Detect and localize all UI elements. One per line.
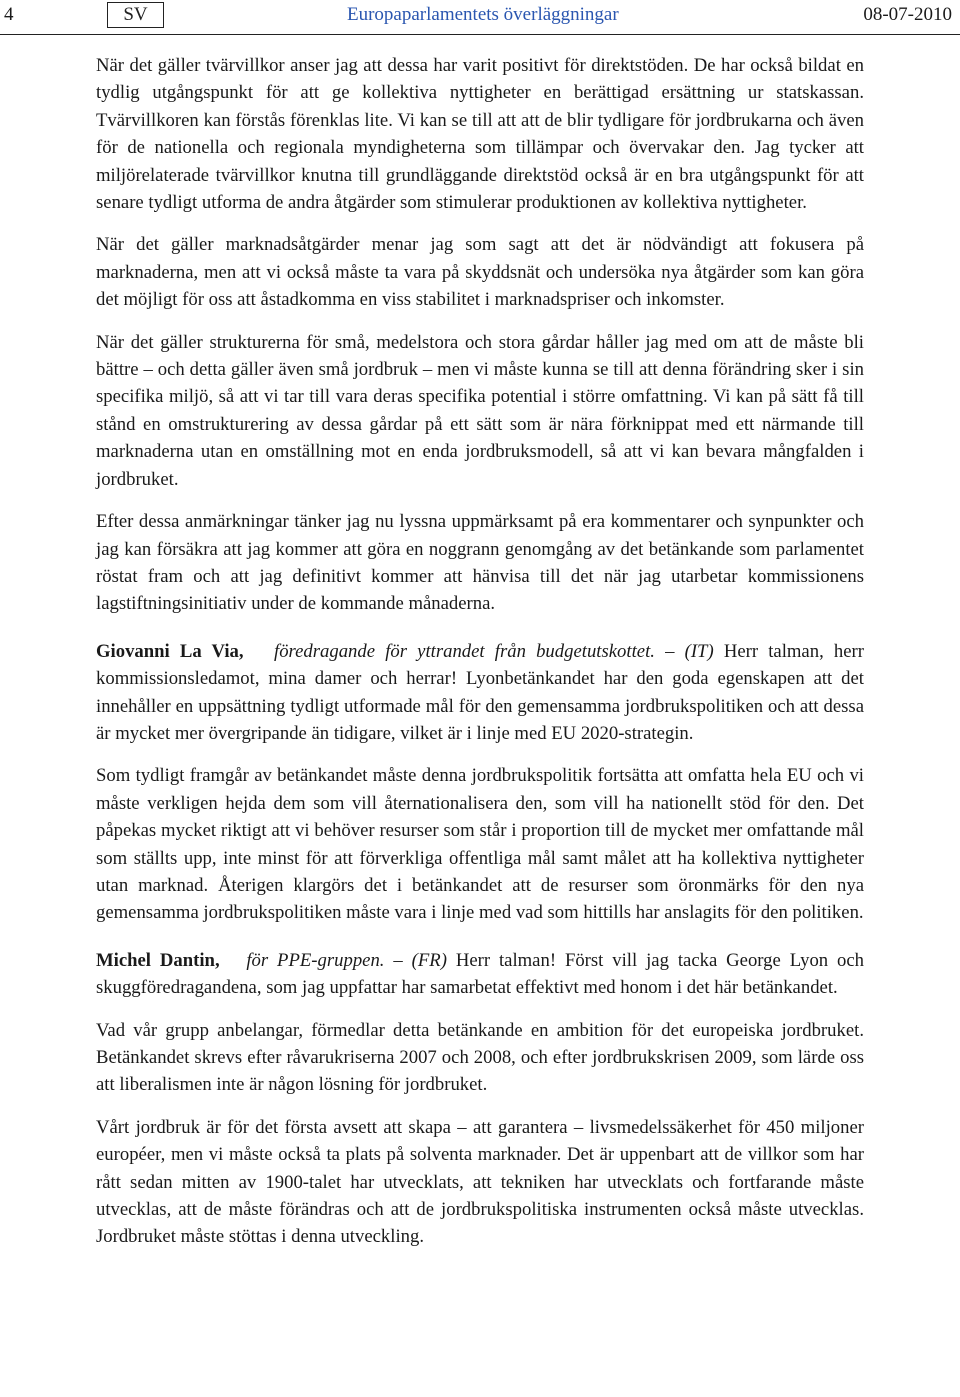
paragraph: Vad vår grupp anbelangar, förmedlar detta betänkande en ambition för det europeiska jordbruket. Betänkandet skrevs efter råvarukriserna 2007 och 2008, och efter jordbrukskrisen 2009, som lärde oss att liberalismen inte är någon lösning för jordbruket. [96,1019,864,1096]
document-date: 08-07-2010 [863,4,952,25]
document-title: Europaparlamentets överläggningar [347,4,619,25]
page-content [96,52,864,1266]
page-header [0,0,960,35]
speech-opening [96,947,864,1002]
paragraph: Vårt jordbruk är för det första avsett att skapa – att garantera – livsmedelssäkerhet för 450 miljoner européer, men vi måste också ta plats på solventa marknader. Det är uppenbart att de villkor som har rått sedan mitten av 1900-talet har utvecklats, att tekniken har utvecklats och fortfarande måste utvecklas, att de måste förändras och att de jordbrukspolitiska instrumenten också måste utvecklas. Jordbruket måste stöttas i denna utveckling. [96,1116,864,1248]
speech-opening [96,638,864,748]
speaker-role: föredragande för yttrandet från budgetutskottet. [274,640,655,662]
speech-dash: – [665,640,675,662]
speech-text: Herr talman! Först vill jag tacka George Lyon och skuggföredragandena, som jag uppfattar har samarbetat effektivt med honom i det här betänkandet. [96,949,865,999]
speaker-role: för PPE-gruppen. [246,949,385,971]
paragraph: Som tydligt framgår av betänkandet måste denna jordbrukspolitik fortsätta att omfatta hela EU och vi måste verkligen hejda dem som vill åternationalisera den, som vill ha nationellt stöd för den. Det påpekas mycket riktigt att vi behöver resurser som står i proportion till de mycket mer omfattande mål som ställts upp, inte minst för att förverkliga offentliga mål samt målet att ha kollektiva nyttigheter utan marknad. Återigen klargörs det i betänkandet att de resurser som öronmärks för den nya gemensamma jordbrukspolitiken måste vara i linje med vad som hittills har anslagits för den politiken. [96,765,864,924]
speaker-name: Michel Dantin, [96,949,220,971]
speech-text: Herr talman, herr kommissionsledamot, mina damer och herrar! Lyonbetänkandet har den goda egenskapen att det innehåller en uppsättning tydligt utformade mål för den gemensamma jordbrukspolitiken och att dessa är mycket mer övergripande än tidigare, vilket är i linje med EU 2020-strategin. [96,640,864,744]
speech-dash: – [393,949,403,971]
paragraph: Efter dessa anmärkningar tänker jag nu lyssna uppmärksamt på era kommentarer och synpunkter och jag kan försäkra att jag kommer att göra en noggrann genomgång av det betänkande som parlamentet röstat fram och att jag definitivt kommer att hänvisa till det när jag utarbetar kommissionens lagstiftningsinitiativ under de kommande månaderna. [96,511,864,615]
language-badge: SV [107,2,164,28]
paragraph: När det gäller marknadsåtgärder menar jag som sagt att det är nödvändigt att fokusera på marknaderna, men att vi också måste ta vara på skyddsnät och undersöka nya åtgärder som kan göra det möjligt för oss att åstadkomma en viss stabilitet i marknadspriser och inkomster. [96,234,864,311]
paragraph: När det gäller strukturerna för små, medelstora och stora gårdar håller jag med om att de måste bli bättre – och detta gäller även små jordbruk – men vi måste kunna se till att denna förändring sker i sin specifika miljö, så att vi tar till vara deras specifika potential i större omfattning. Vi kan på sätt få till stånd en omstrukturering av dessa gårdar på ett sätt som är nära förknippat med ett närmande till marknaderna utan en omställning mot en enda jordbruksmodell, så att vi kan bevara mångfalden i jordbruket. [96,331,864,490]
speaker-name: Giovanni La Via, [96,640,244,662]
speech-language: (FR) [411,949,447,971]
speech-language: (IT) [684,640,714,662]
paragraph: När det gäller tvärvillkor anser jag att dessa har varit positivt för direktstöden. De har också bildat en tydlig utgångspunkt för att ge kollektiva nyttigheter en berättigad ersättning ur statskassan. Tvärvillkoren kan förstås förenklas lite. Vi kan se till att att de blir tydligare för jordbrukarna och även för de nationella och regionala myndigheterna som tillämpar och övervakar den. Jag tycker att miljörelaterade tvärvillkor knutna till grundläggande direktstöd också är en bra utgångspunkt för att senare tydligt utforma de andra åtgärder som stimulerar produktionen av kollektiva nyttigheter. [96,55,864,214]
page-number: 4 [4,4,14,25]
